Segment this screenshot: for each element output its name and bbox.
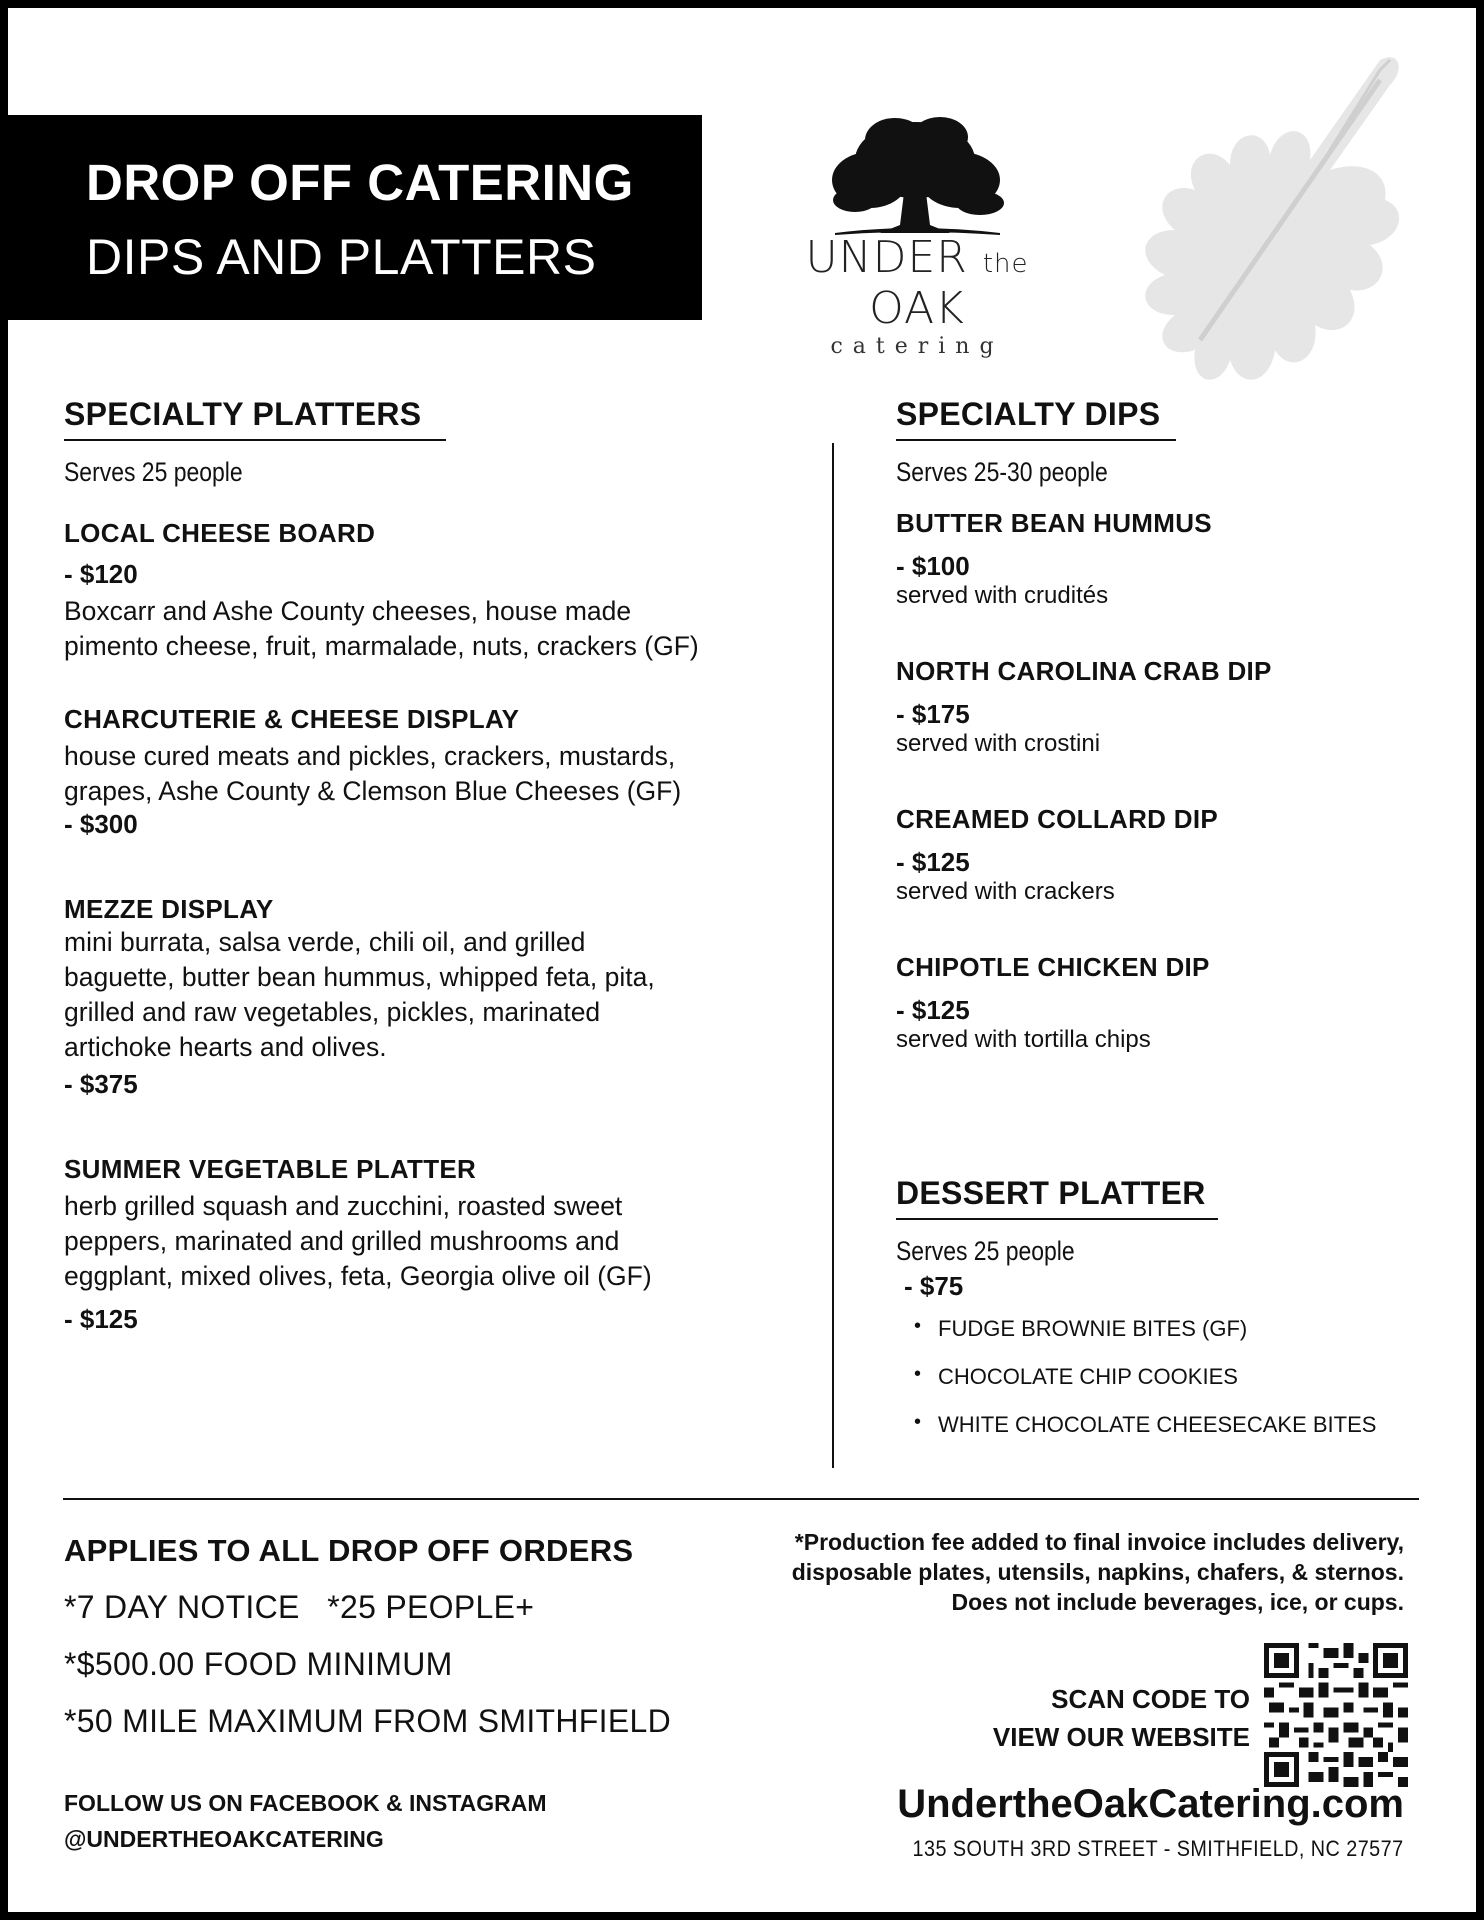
item-description: served with crudités	[896, 582, 1109, 609]
list-item: • CHOCOLATE CHIP COOKIES	[914, 1364, 1416, 1390]
dessert-list	[914, 1316, 1416, 1438]
item-description: served with crackers	[896, 878, 1115, 905]
logo-subtitle: catering	[830, 334, 1004, 359]
item-price: - $300	[64, 809, 138, 839]
menu-item	[64, 1154, 784, 1335]
item-price: - $125	[896, 995, 970, 1025]
item-description: herb grilled squash and zucchini, roasted sweet peppers, marinated and grilled mushrooms and eggplant, mixed olives, feta, Georgia olive oil (GF)	[64, 1191, 652, 1291]
item-price: - $175	[896, 699, 970, 729]
order-requirements	[64, 1533, 744, 1740]
page-subtitle: DIPS AND PLATTERS	[86, 229, 597, 285]
item-price: - $125	[64, 1304, 138, 1334]
logo-wordmark	[762, 232, 1072, 359]
list-item: • WHITE CHOCOLATE CHEESECAKE BITES	[914, 1412, 1416, 1438]
item-name: SUMMER VEGETABLE PLATTER	[64, 1154, 477, 1184]
menu-item	[896, 804, 1416, 906]
specialty-dips-section	[896, 396, 1416, 1054]
menu-item	[64, 518, 784, 664]
item-description: mini burrata, salsa verde, chili oil, and grilled baguette, butter bean hummus, whipped feta, pita, grilled and raw vegetables, pickles, marinated artichoke hearts and olives.	[64, 927, 655, 1062]
section-heading: DESSERT PLATTER	[896, 1175, 1218, 1220]
item-price: - $100	[896, 551, 970, 581]
item-price: - $120	[64, 559, 138, 589]
item-price: - $75	[904, 1271, 964, 1301]
serves-text: Serves 25 people	[896, 1236, 1075, 1266]
section-heading: SPECIALTY DIPS	[896, 396, 1176, 441]
scan-instructions: SCAN CODE TO VIEW OUR WEBSITE	[992, 1684, 1250, 1752]
logo-name: UNDER the OAK	[805, 232, 1029, 334]
follow-text: FOLLOW US ON FACEBOOK & INSTAGRAM	[64, 1790, 547, 1816]
title-banner	[8, 115, 702, 320]
list-item: • FUDGE BROWNIE BITES (GF)	[914, 1316, 1416, 1342]
page-title: DROP OFF CATERING	[86, 154, 634, 211]
menu-item	[896, 952, 1416, 1054]
website-link[interactable]: UndertheOakCatering.com	[897, 1782, 1404, 1826]
column-divider	[832, 443, 834, 1468]
item-price: - $125	[896, 847, 970, 877]
item-description: Boxcarr and Ashe County cheeses, house made pimento cheese, fruit, marmalade, nuts, crackers (GF)	[64, 596, 699, 661]
production-fee-note: *Production fee added to final invoice includes delivery, disposable plates, utensils, napkins, chafers, & sternos. Does not include beverages, ice, or cups.	[791, 1529, 1404, 1615]
requirement-line: *7 DAY NOTICE *25 PEOPLE+	[64, 1589, 535, 1625]
serves-text: Serves 25 people	[64, 457, 243, 487]
menu-item	[64, 704, 784, 840]
item-description: house cured meats and pickles, crackers, mustards, grapes, Ashe County & Clemson Blue Cheeses (GF)	[64, 741, 682, 806]
item-description: served with crostini	[896, 730, 1101, 757]
item-name: NORTH CAROLINA CRAB DIP	[896, 656, 1272, 686]
dessert-platter-section	[896, 1175, 1416, 1460]
address: 135 SOUTH 3RD STREET - SMITHFIELD, NC 27577	[912, 1836, 1404, 1861]
section-heading: SPECIALTY PLATTERS	[64, 396, 446, 441]
item-name: CREAMED COLLARD DIP	[896, 804, 1219, 834]
item-price: - $375	[64, 1069, 138, 1099]
specialty-platters-section	[64, 396, 784, 1335]
qr-code-icon[interactable]	[1264, 1643, 1408, 1787]
menu-item	[896, 656, 1416, 758]
item-name: CHARCUTERIE & CHEESE DISPLAY	[64, 704, 520, 734]
requirement-line: *$500.00 FOOD MINIMUM	[64, 1646, 453, 1682]
requirements-heading: APPLIES TO ALL DROP OFF ORDERS	[64, 1533, 634, 1568]
requirement-line: *50 MILE MAXIMUM FROM SMITHFIELD	[64, 1703, 671, 1739]
menu-item	[64, 894, 784, 1100]
social-follow	[64, 1785, 744, 1857]
oak-leaf-icon	[1080, 40, 1410, 450]
footer-divider	[63, 1498, 1419, 1500]
item-name: LOCAL CHEESE BOARD	[64, 518, 376, 548]
item-name: CHIPOTLE CHICKEN DIP	[896, 952, 1210, 982]
item-name: MEZZE DISPLAY	[64, 894, 274, 924]
social-handle[interactable]: @UNDERTHEOAKCATERING	[64, 1826, 384, 1852]
serves-text: Serves 25-30 people	[896, 457, 1108, 487]
item-name: BUTTER BEAN HUMMUS	[896, 508, 1212, 538]
item-description: served with tortilla chips	[896, 1026, 1151, 1053]
menu-item	[896, 508, 1416, 610]
